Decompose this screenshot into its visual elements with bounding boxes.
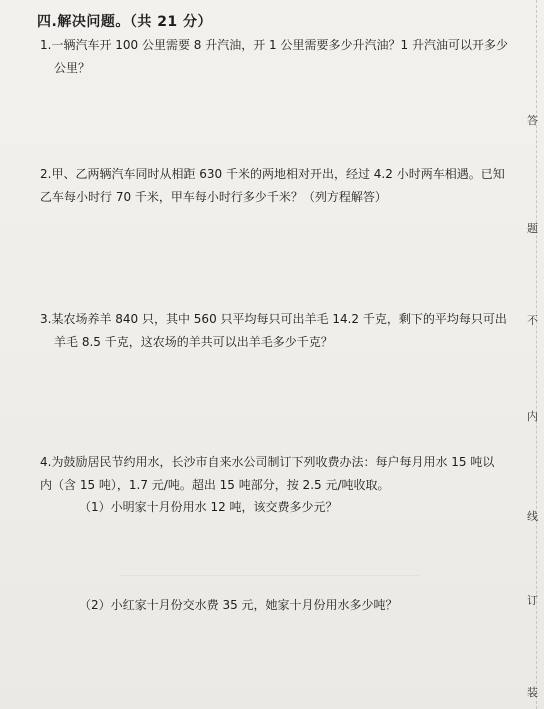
question-4 <box>40 451 510 497</box>
binding-char: 内 <box>527 410 538 423</box>
question-4-line-2: 内（含 15 吨），1.7 元/吨。超出 15 吨部分，按 2.5 元/吨收取。 <box>40 478 390 492</box>
binding-char: 订 <box>527 594 538 607</box>
question-2-line-1: 2.甲、乙两辆汽车同时从相距 630 千米的两地相对开出，经过 4.2 小时两车相遇。已知 <box>40 167 505 181</box>
section-title: 四.解决问题。（共 21 分） <box>37 14 213 30</box>
question-2-line-2: 乙车每小时行 70 千米，甲车每小时行多少千米？（列方程解答） <box>40 190 387 204</box>
binding-char: 装 <box>527 686 538 699</box>
question-2 <box>40 163 510 209</box>
question-1-line-1: 1.一辆汽车开 100 公里需要 8 升汽油，开 1 公里需要多少升汽油？1 升汽油可以开多少 <box>40 38 508 52</box>
question-4-part-1: （1）小明家十月份用水 12 吨，该交费多少元？ <box>79 500 338 514</box>
question-4-line-1: 4.为鼓励居民节约用水，长沙市自来水公司制订下列收费办法：每户每月用水 15 吨以 <box>40 455 495 469</box>
binding-char: 题 <box>527 222 538 235</box>
question-1 <box>40 34 530 80</box>
question-1-line-2: 公里？ <box>54 61 91 75</box>
binding-char: 答 <box>527 114 538 127</box>
question-3-line-1: 3.某农场养羊 840 只，其中 560 只平均每只可出羊毛 14.2 千克，剩下的平均每只可出 <box>40 312 507 326</box>
binding-char: 不 <box>527 314 538 327</box>
question-3 <box>40 308 515 354</box>
question-3-line-2: 羊毛 8.5 千克，这农场的羊共可以出羊毛多少千克？ <box>54 335 333 349</box>
bleed-through-mark <box>120 575 420 576</box>
question-4-part-2: （2）小红家十月份交水费 35 元，她家十月份用水多少吨？ <box>79 598 398 612</box>
binding-char: 线 <box>527 510 538 523</box>
